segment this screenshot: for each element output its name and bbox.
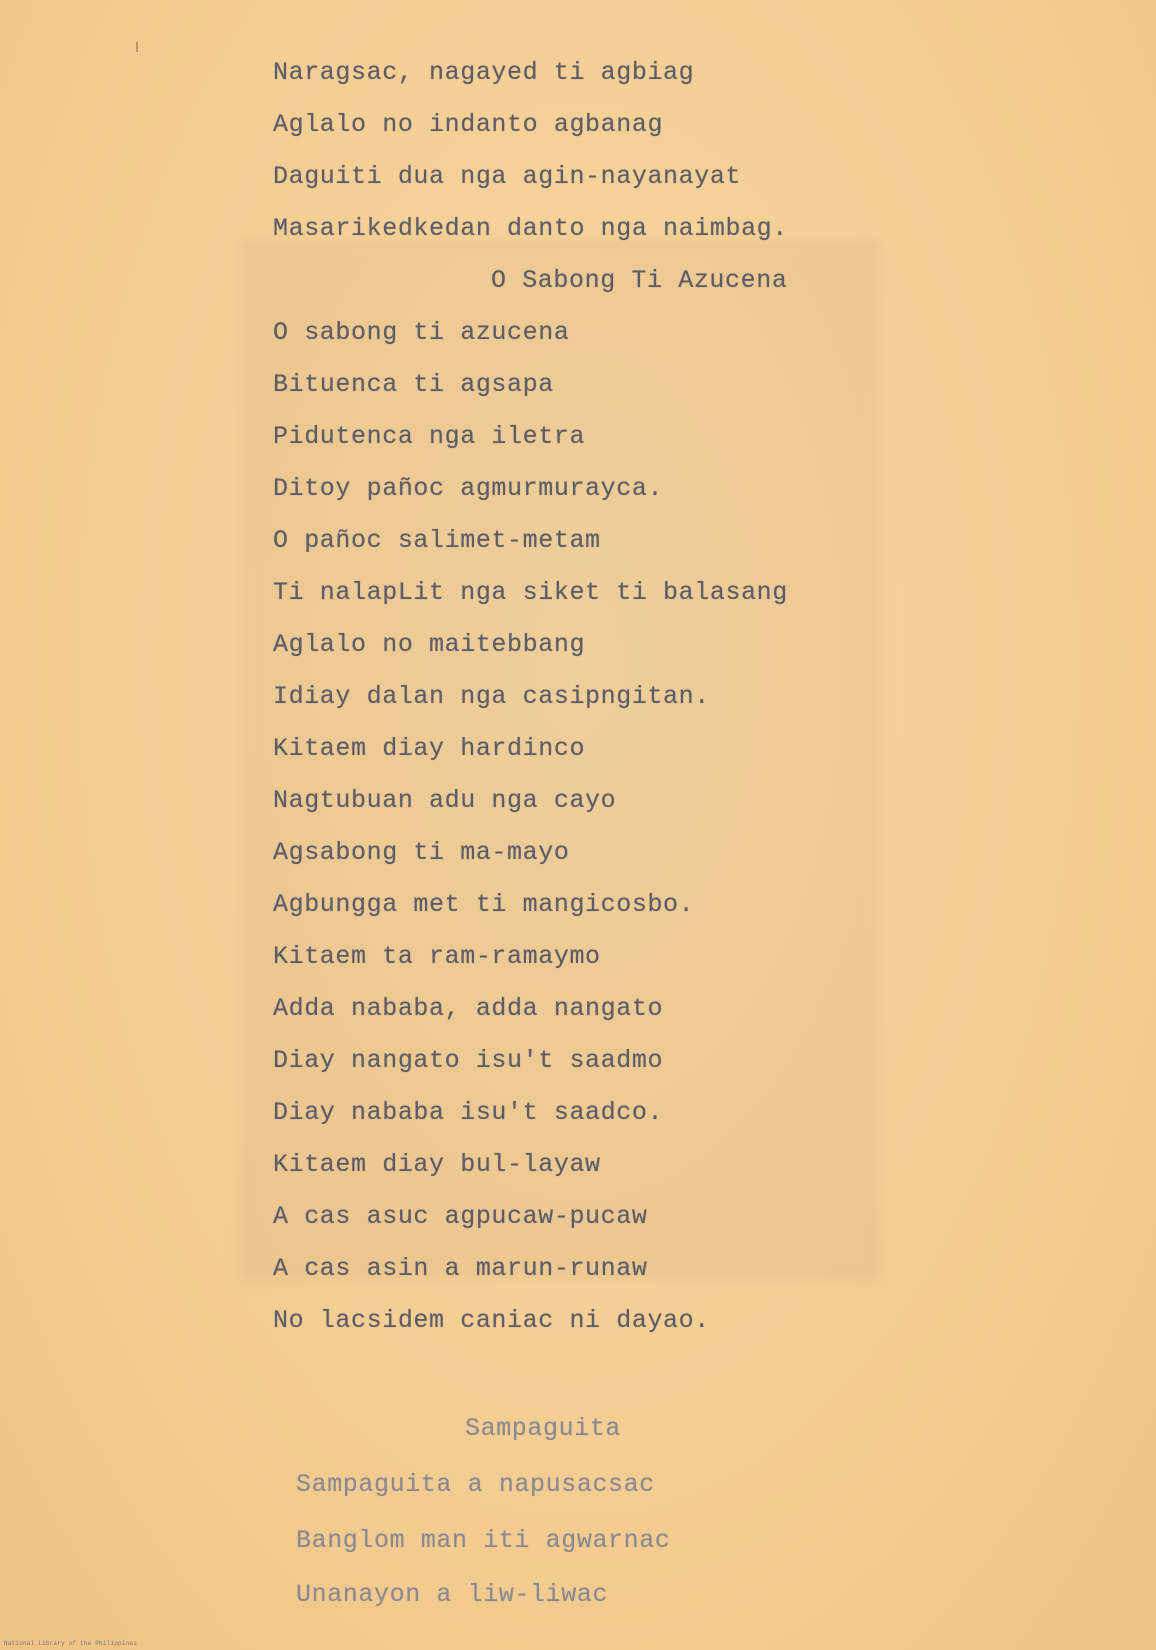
poem-line: A cas asin a marun-runaw — [273, 1254, 648, 1283]
poem-line: Agsabong ti ma-mayo — [273, 838, 570, 867]
poem-line: Naragsac, nagayed ti agbiag — [273, 58, 695, 87]
margin-mark — [136, 42, 138, 52]
poem-line: Unanayon a liw-liwac — [296, 1580, 609, 1609]
poem-line: Kitaem diay bul-layaw — [273, 1150, 601, 1179]
poem-line: Agbungga met ti mangicosbo. — [273, 890, 695, 919]
poem-line: Adda nababa, adda nangato — [273, 994, 664, 1023]
archive-footer: National Library of the Philippines — [4, 1640, 138, 1647]
poem-line: Daguiti dua nga agin-nayanayat — [273, 162, 742, 191]
poem-line: Nagtubuan adu nga cayo — [273, 786, 617, 815]
poem-line: Bituenca ti agsapa — [273, 370, 554, 399]
poem-line: Diay nababa isu't saadco. — [273, 1098, 664, 1127]
poem-line: Ditoy pañoc agmurmurayca. — [273, 474, 664, 503]
poem-line: O sabong ti azucena — [273, 318, 570, 347]
poem-line: A cas asuc agpucaw-pucaw — [273, 1202, 648, 1231]
poem-line: Diay nangato isu't saadmo — [273, 1046, 664, 1075]
poem-line: Idiay dalan nga casipngitan. — [273, 682, 710, 711]
poem-line: Masarikedkedan danto nga naimbag. — [273, 214, 788, 243]
poem-line: Banglom man iti agwarnac — [296, 1526, 671, 1555]
poem-line: Aglalo no indanto agbanag — [273, 110, 664, 139]
section-title: O Sabong Ti Azucena — [491, 266, 788, 295]
poem-line: Kitaem ta ram-ramaymo — [273, 942, 601, 971]
poem-line: O pañoc salimet-metam — [273, 526, 601, 555]
poem-line: Sampaguita a napusacsac — [296, 1470, 655, 1499]
poem-line: No lacsidem caniac ni dayao. — [273, 1306, 710, 1335]
poem-line: Aglalo no maitebbang — [273, 630, 586, 659]
second-title: Sampaguita — [465, 1414, 622, 1443]
poem-line: Ti nalapLit nga siket ti balasang — [273, 578, 788, 607]
poem-line: Kitaem diay hardinco — [273, 734, 586, 763]
poem-line: Pidutenca nga iletra — [273, 422, 586, 451]
